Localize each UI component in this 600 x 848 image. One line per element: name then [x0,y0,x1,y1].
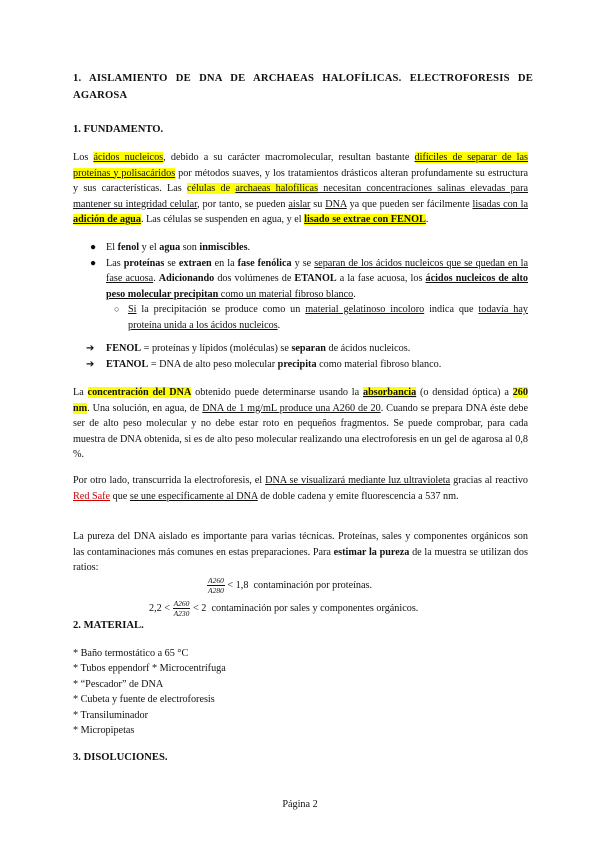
bullet-item-fenol-agua: ● El fenol y el agua son inmiscibles. [88,240,528,256]
sub-bullet-precipitacion: ○ Si la precipitación se produce como un material gelatinoso incoloro indica que todavía hay proteína unida a los ácidos nucleicos. [114,304,528,331]
paragraph-pureza: La pureza del DNA aislado es importante para varias técnicas. Proteínas, sales y componentes orgánicos son las contaminaciones más comunes en estas preparaciones. Para estimar la pureza de la muestra se utilizan dos ratios: [73,531,528,573]
bullet-list [88,240,528,302]
list-item: * Tubos eppendorf * Microcentrífuga [73,663,226,675]
list-item: * Micropipetas [73,725,135,737]
arrow-right-icon: ➔ [86,343,95,354]
section-heading-disoluciones: 3. DISOLUCIONES. [73,752,168,763]
section-heading-fundamento: 1. FUNDAMENTO. [73,124,164,135]
ratio-formula-sales: 2,2 < $\frac{A260}{A230} < 2$ contaminación por sales y componentes orgánicos. [149,599,419,618]
materials-list [73,646,226,738]
fraction-a260-a230: $\frac{A260}{A230}$ [173,599,190,618]
fraction-a260-a280: $\frac{A260}{A280}$ [208,576,224,595]
paragraph-electroforesis: Por otro lado, transcurrida la electroforesis, el DNA se visualizará mediante luz ultravioleta gracias al reactivo Red Safe que se une específicamente al DNA de doble cadena y emite fluorescencia a 537 nm. [73,475,529,502]
list-item: * Baño termostático a 65 °C [73,648,189,659]
arrow-item-fenol: ➔ FENOL = proteínas y lípidos (moléculas) se separan de ácidos nucleicos. [86,343,411,354]
paragraph-intro: Los ácidos nucleicos, debido a su carácter macromolecular, resultan bastante difíciles de separar de las proteínas y polisacáridos por métodos suaves, y los tratamientos drásticos alteran profundamente su estructura y sus características. Las células de archaeas halofílicas necesitan concentraciones salinas elevadas para mantener su integridad celular, por tanto, se pueden aislar su DNA ya que pueden ser fácilmente lisadas con la adición de agua. Las células se suspenden en agua, y el lisado se extrae con FENOL. [73,152,529,225]
list-item: * Transiluminador [73,709,148,721]
paragraph-concentracion: La concentración del DNA obtenido puede determinarse usando la absorbancia (o densidad óptica) a 260 nm. Una solución, en agua, de DNA de 1 mg/mL produce una A260 de 20. Cuando se prepara DNA éste debe ser de alto peso molecular y no debe estar roto en pequeños fragmentos. Se puede comprobar, para cada muestra de DNA obtenida, si es de alto peso molecular realizando una electroforesis en un gel de agarosa al 0,8 %. [73,387,528,460]
list-item: * “Pescador” de DNA [73,678,164,690]
bullet-item-proteinas: ● Las proteínas se extraen en la fase fenólica y se separan de los ácidos nucleicos que se quedan en la fase acuosa. Adicionando dos volúmenes de ETANOL a la fase acuosa, los ácidos nucleicos de alto peso molecular precipitan como un material fibroso blanco. [90,257,529,300]
bullet-dot-icon: ● [90,257,97,269]
list-item: * Cubeta y fuente de electroforesis [73,694,215,706]
page-number: Página 2 [282,799,318,810]
bullet-dot-icon: ● [90,242,97,253]
document-title: 1. AISLAMIENTO DE DNA DE ARCHAEAS HALOFÍLICAS. ELECTROFORESIS DE AGAROSA [73,73,533,101]
arrow-item-etanol: ➔ ETANOL = DNA de alto peso molecular precipita como material fibroso blanco. [86,359,442,370]
arrow-right-icon: ➔ [86,359,95,370]
ratio-formula-proteinas: $\frac{A260}{A280} < 1,8$ contaminación por proteínas. [208,576,373,595]
hollow-circle-bullet-icon: ○ [114,304,120,314]
section-heading-material: 2. MATERIAL. [73,620,144,631]
